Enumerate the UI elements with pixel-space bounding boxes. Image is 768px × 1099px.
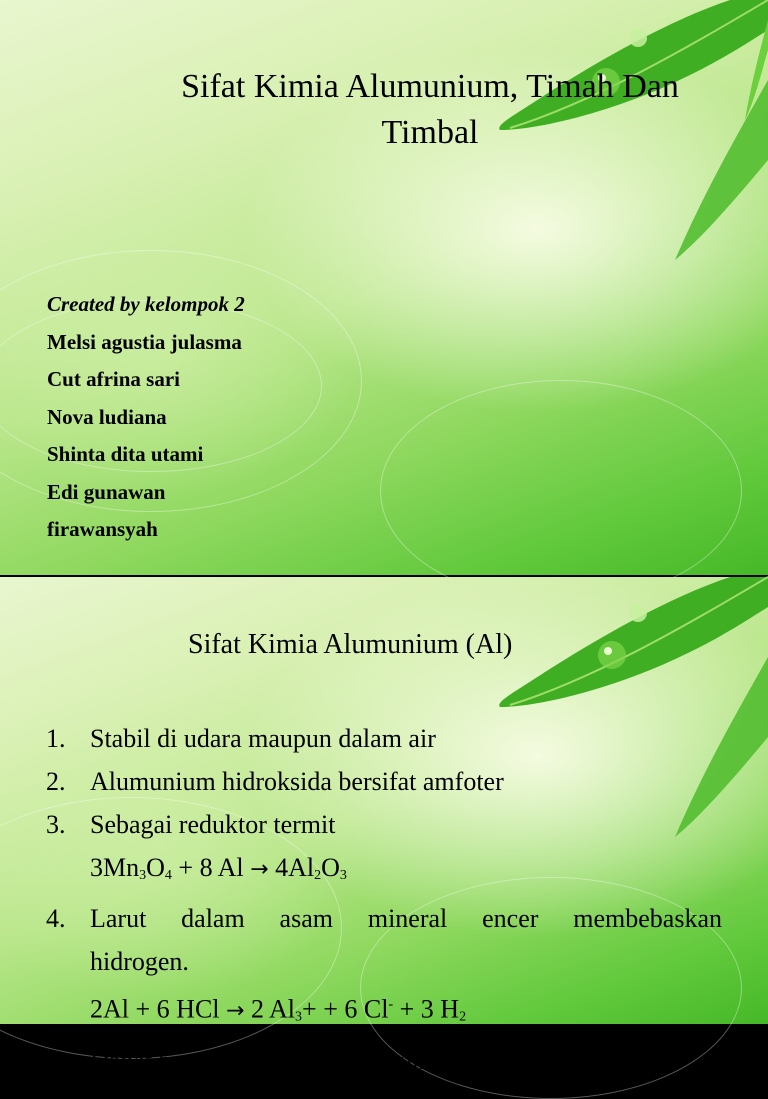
equation-part: + + 6 Cl bbox=[302, 994, 389, 1024]
member-name: Edi gunawan bbox=[47, 479, 166, 504]
item-text: Larut dalam asam mineral encer membebaskan bbox=[90, 904, 722, 933]
arrow-icon: → bbox=[250, 857, 269, 882]
title-line: Timbal bbox=[381, 114, 479, 151]
arrow-icon: → bbox=[226, 998, 245, 1024]
subscript: 2 bbox=[459, 1009, 467, 1025]
subscript: 3 bbox=[339, 868, 347, 883]
item-text: Dapat bereaksi dengan unsur-unsur tertentu lainnya bbox=[90, 1045, 626, 1075]
subscript: 3 bbox=[295, 1009, 303, 1025]
member-name: Shinta dita utami bbox=[47, 442, 204, 466]
item-text: hidrogen. bbox=[90, 947, 189, 976]
subscript: 4 bbox=[164, 868, 172, 883]
subscript: 2 bbox=[314, 868, 322, 883]
member-name: Melsi agustia julasma bbox=[47, 329, 242, 354]
equation-part: 2 Al bbox=[244, 994, 296, 1024]
item-number: 4. bbox=[46, 904, 66, 933]
item-number: 3. bbox=[46, 810, 66, 839]
list-item bbox=[46, 897, 722, 983]
member-name: Nova ludiana bbox=[47, 404, 167, 429]
member-name: Cut afrina sari bbox=[47, 367, 180, 391]
author-list bbox=[47, 286, 245, 549]
superscript: - bbox=[388, 997, 394, 1012]
title-line: Sifat Kimia Alumunium, Timah Dan bbox=[181, 68, 679, 105]
equation-part: O bbox=[146, 853, 165, 882]
equation-part: O bbox=[321, 853, 340, 882]
slide-title: Sifat Kimia Alumunium (Al) bbox=[188, 629, 513, 660]
list-item bbox=[46, 717, 722, 760]
item-number: 1. bbox=[46, 724, 66, 753]
created-by-label: Created by kelompok 2 bbox=[47, 292, 245, 316]
list-item bbox=[46, 803, 722, 846]
water-ripple bbox=[380, 380, 742, 602]
item-text: Stabil di udara maupun dalam air bbox=[90, 724, 436, 753]
list-item bbox=[46, 760, 722, 803]
equation-part: 2Al + 6 HCl bbox=[90, 994, 227, 1024]
item-text: Sebagai reduktor termit bbox=[90, 810, 336, 839]
item-number: 2. bbox=[46, 767, 66, 796]
property-list bbox=[46, 717, 722, 1082]
equation-part: + 8 Al bbox=[171, 853, 251, 882]
chemical-equation bbox=[46, 846, 722, 897]
equation-part: 3Mn bbox=[90, 853, 140, 882]
list-item bbox=[46, 1039, 722, 1082]
equation-part: 4Al bbox=[268, 853, 315, 882]
equation-part: + 3 H bbox=[393, 994, 460, 1024]
subscript: 3 bbox=[139, 868, 147, 883]
item-text-block bbox=[90, 897, 722, 983]
content-slide bbox=[0, 577, 768, 1075]
item-text: Alumunium hidroksida bersifat amfoter bbox=[90, 767, 504, 796]
slide-title bbox=[130, 64, 730, 156]
chemical-equation bbox=[46, 983, 722, 1039]
item-number: 5. bbox=[46, 1045, 66, 1075]
member-name: firawansyah bbox=[47, 517, 158, 541]
